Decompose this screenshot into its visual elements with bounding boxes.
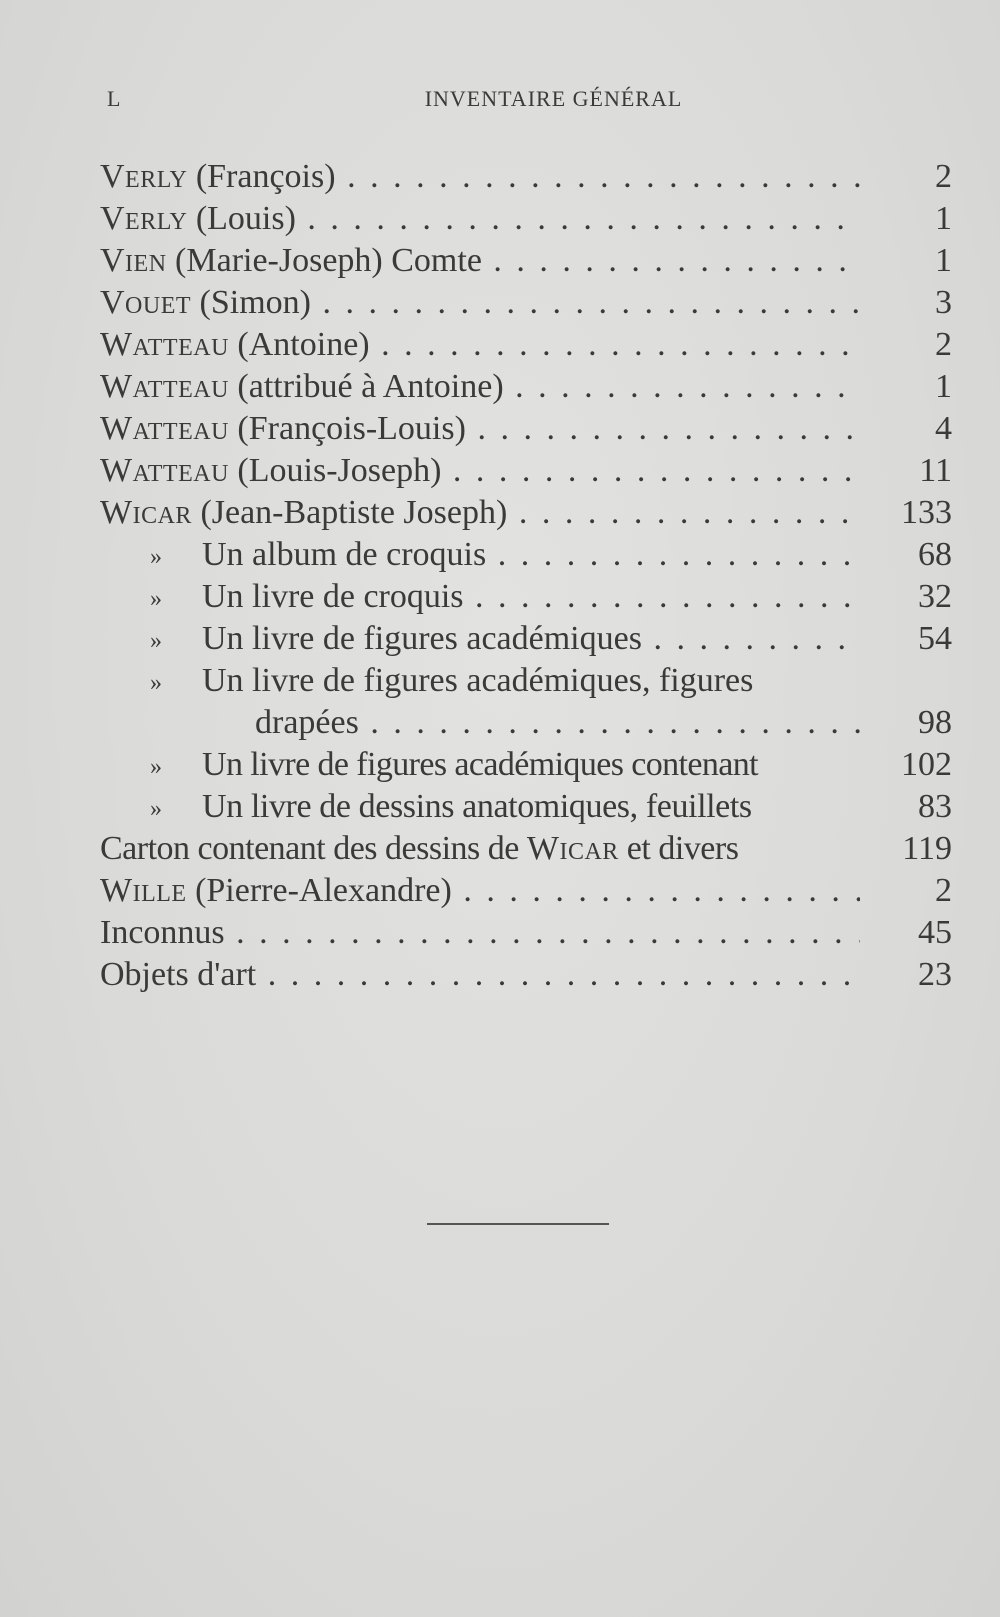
entry-detail: (Marie-Joseph) Comte xyxy=(166,242,482,279)
sub-entry-text: Un livre de dessins anatomiques, feuillets xyxy=(202,788,752,825)
entry-name: Vouet xyxy=(100,284,192,321)
sub-entry xyxy=(100,534,952,576)
entry-count: 23 xyxy=(918,956,952,993)
index-entry xyxy=(100,282,952,324)
sub-entry-text: Un livre de figures académiques, figures xyxy=(202,662,754,699)
ditto-mark: » xyxy=(150,670,162,697)
entry-detail: (François) xyxy=(187,158,336,195)
entry-count: 102 xyxy=(901,746,952,783)
index-entry xyxy=(100,828,952,870)
entry-detail: (Jean-Baptiste Joseph) xyxy=(191,494,508,531)
index-entry xyxy=(100,870,952,912)
entry-count: 2 xyxy=(935,326,952,363)
sub-entry-text: Un livre de figures académiques contenant xyxy=(202,746,759,783)
entry-count: 2 xyxy=(935,158,952,195)
index-entry xyxy=(100,240,952,282)
sub-entry-text: Un album de croquis xyxy=(202,536,487,573)
entry-count: 3 xyxy=(935,284,952,321)
page-header xyxy=(107,86,940,118)
entry-name: Wille xyxy=(100,872,187,909)
index-entry xyxy=(100,198,952,240)
entry-count: 2 xyxy=(935,872,952,909)
index-entry xyxy=(100,324,952,366)
entry-count: 1 xyxy=(935,368,952,405)
entry-name: Watteau xyxy=(100,368,229,405)
section-end-rule xyxy=(427,1223,609,1225)
entry-count: 54 xyxy=(918,620,952,657)
entry-name: Watteau xyxy=(100,326,229,363)
sub-entry-continuation xyxy=(100,702,952,744)
sub-entry-continuation-text: drapées xyxy=(255,704,359,741)
entry-detail: (Louis-Joseph) xyxy=(228,452,442,489)
entry-detail: (Louis) xyxy=(187,200,296,237)
entry-name: Vien xyxy=(100,242,167,279)
entry-name: Verly xyxy=(100,158,188,195)
page-number: L xyxy=(107,86,122,111)
entry-count: 133 xyxy=(901,494,952,531)
entry-count: 1 xyxy=(935,242,952,279)
entry-count: 1 xyxy=(935,200,952,237)
sub-entry xyxy=(100,786,952,828)
index-entry xyxy=(100,912,952,954)
entry-detail: Inconnus xyxy=(100,914,225,951)
entry-name: Watteau xyxy=(100,452,229,489)
entry-detail: et divers xyxy=(618,830,739,867)
sub-entry xyxy=(100,744,952,786)
index-entry xyxy=(100,156,952,198)
entry-name: Watteau xyxy=(100,410,229,447)
entry-count: 83 xyxy=(918,788,952,825)
ditto-mark: » xyxy=(150,796,162,823)
ditto-mark: » xyxy=(150,628,162,655)
index-entry xyxy=(100,954,952,996)
entry-detail: Carton contenant des dessins de xyxy=(100,830,527,867)
index-list xyxy=(100,156,952,996)
entry-count: 119 xyxy=(902,830,952,867)
entry-count: 4 xyxy=(935,410,952,447)
entry-count: 98 xyxy=(918,704,952,741)
entry-count: 45 xyxy=(918,914,952,951)
ditto-mark: » xyxy=(150,544,162,571)
entry-detail: (attribué à Antoine) xyxy=(228,368,504,405)
entry-name: Wicar xyxy=(100,494,192,531)
index-entry xyxy=(100,492,952,534)
index-entry xyxy=(100,408,952,450)
sub-entry xyxy=(100,618,952,660)
entry-name: Verly xyxy=(100,200,188,237)
index-entry xyxy=(100,450,952,492)
entry-count: 11 xyxy=(919,452,952,489)
ditto-mark: » xyxy=(150,586,162,613)
entry-detail: Objets d'art xyxy=(100,956,257,993)
entry-detail: (François-Louis) xyxy=(228,410,466,447)
entry-count: 68 xyxy=(918,536,952,573)
entry-detail: (Simon) xyxy=(191,284,311,321)
entry-detail: (Antoine) xyxy=(228,326,370,363)
running-title: INVENTAIRE GÉNÉRAL xyxy=(424,86,683,111)
entry-detail: (Pierre-Alexandre) xyxy=(186,872,452,909)
entry-name: Wicar xyxy=(526,830,619,867)
entry-count: 32 xyxy=(918,578,952,615)
index-entry xyxy=(100,366,952,408)
sub-entry xyxy=(100,576,952,618)
sub-entry-text: Un livre de croquis xyxy=(202,578,464,615)
sub-entry xyxy=(100,660,952,702)
ditto-mark: » xyxy=(150,754,162,781)
sub-entry-text: Un livre de figures académiques xyxy=(202,620,642,657)
